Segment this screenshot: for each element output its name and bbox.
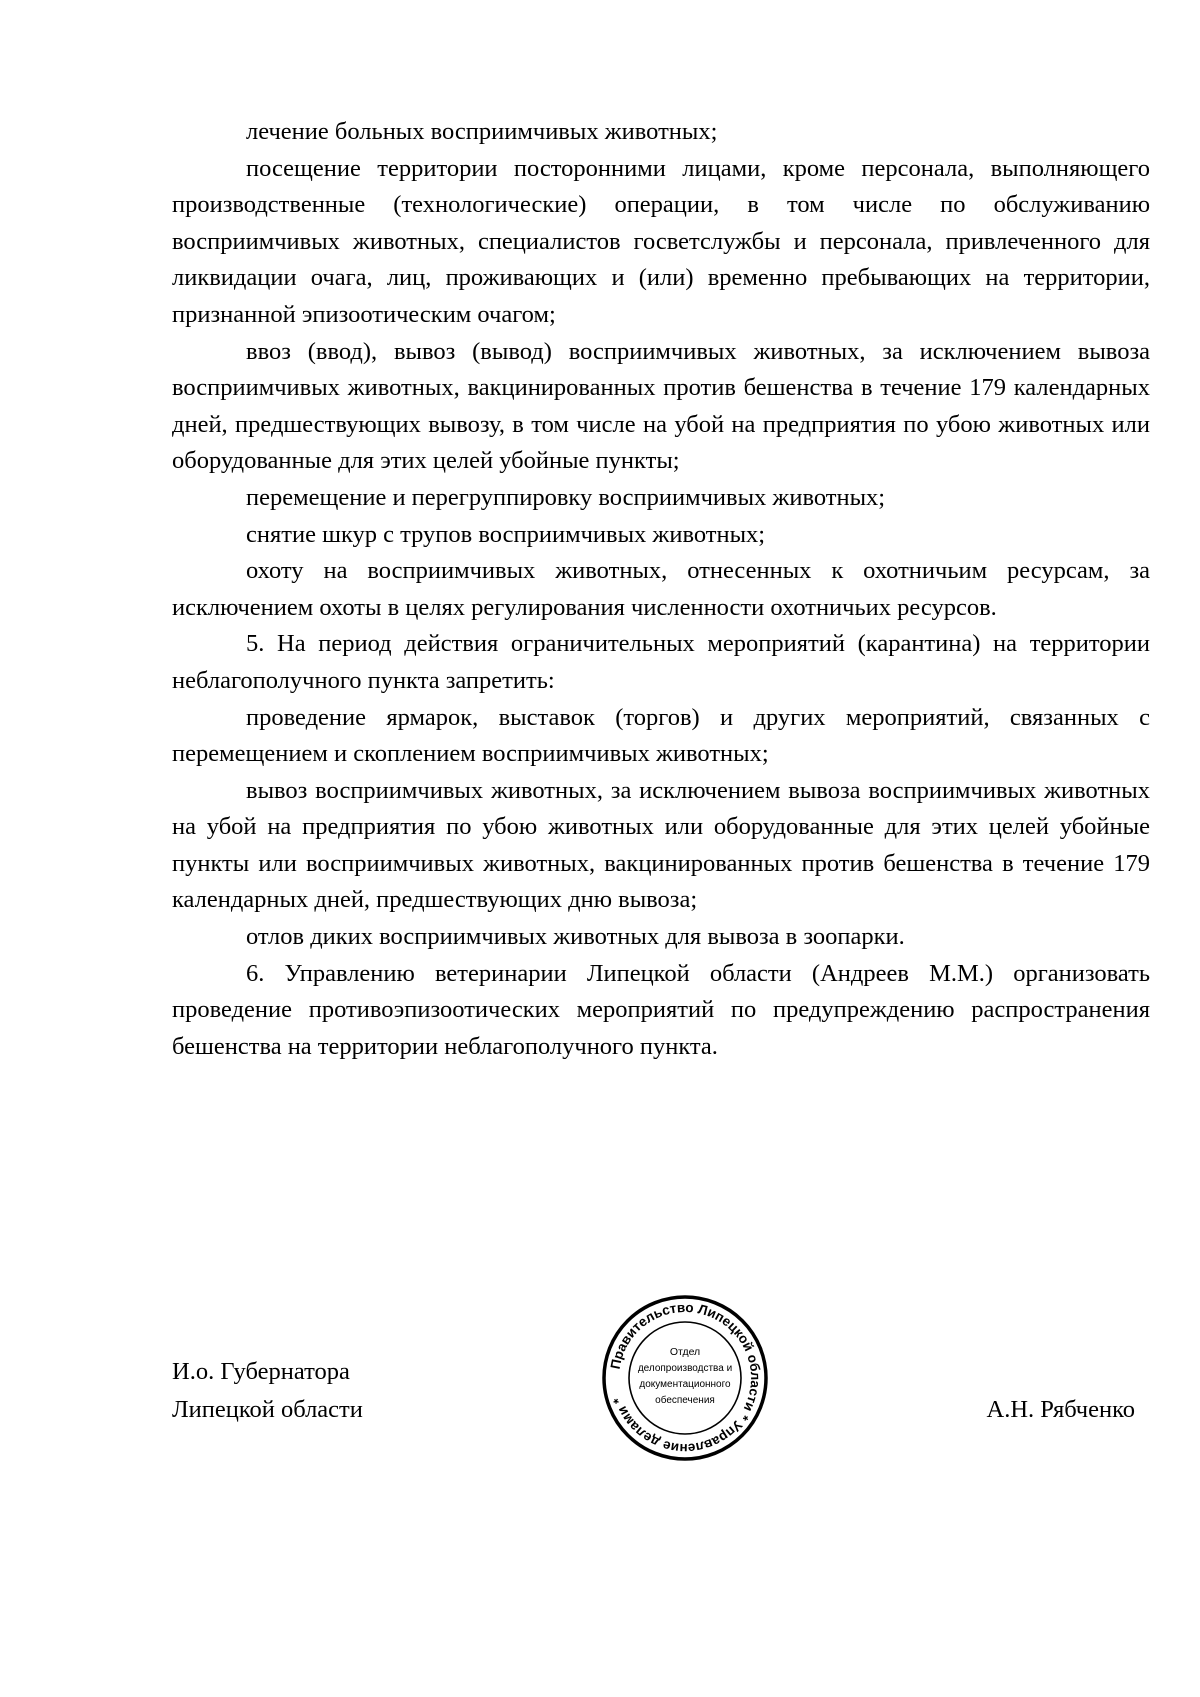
stamp-inner-text: Отдел [669,1346,701,1358]
stamp-inner-text: обеспечения [655,1395,715,1406]
paragraph: снятие шкур с трупов восприимчивых животных; [246,520,766,548]
paragraph: посещение территории посторонними лицами, кроме персонала, выполняющего производственные (технологические) операции, в том числе по обслуживанию восприимчивых животных, специалистов госветслужбы и персонала, привлеченного для ликвидации очага, лиц, проживающих и (или) временно пребывающих на территории, признанной эпизоотическим очагом; [172,154,1150,328]
paragraph: отлов диких восприимчивых животных для вывоза в зоопарки. [246,923,905,951]
paragraph: проведение ярмарок, выставок (торгов) и других мероприятий, связанных с перемещением и скоплением восприимчивых животных; [172,703,1150,768]
stamp-outer-text: Правительство Липецкой области * Управление делами * [607,1299,764,1457]
paragraph: лечение больных восприимчивых животных; [246,118,718,145]
stamp-inner-ring [629,1322,741,1434]
paragraph: 6. Управлению ветеринарии Липецкой области (Андреев М.М.) организовать проведение противоэпизоотических мероприятий по предупреждению распространения бешенства на территории неблагополучного пункта. [172,959,1150,1060]
paragraph: 5. На период действия ограничительных мероприятий (карантина) на территории неблагополучного пункта запретить: [172,630,1150,694]
signatory-position [172,1353,363,1429]
signatory-position-line: Липецкой области [172,1396,363,1423]
paragraph: вывоз восприимчивых животных, за исключением вывоза восприимчивых животных на убой на предприятия по убою животных или оборудованные для этих целей убойные пункты или восприимчивых животных, вакцинированных против бешенства в течение 179 календарных дней, предшествующих дню вывоза; [172,776,1150,914]
signatory-name: А.Н. Рябченко [986,1396,1135,1423]
paragraph: охоту на восприимчивых животных, отнесенных к охотничьим ресурсам, за исключением охоты в целях регулирования численности охотничьих ресурсов. [172,557,1150,621]
stamp-inner-text: документационного [639,1379,731,1390]
stamp-graphic [600,1293,770,1463]
document-body [172,114,1150,1065]
paragraph: ввоз (ввод), вывоз (вывод) восприимчивых животных, за исключением вывоза восприимчивых животных, вакцинированных против бешенства в течение 179 календарных дней, предшествующих вывозу, в том числе на убой на предприятия по убою животных или оборудованные для этих целей убойные пункты; [172,337,1150,475]
stamp-inner-text: делопроизводства и [637,1363,733,1374]
paragraph: перемещение и перегруппировку восприимчивых животных; [246,483,886,511]
official-stamp [600,1293,770,1463]
signatory-position-line: И.о. Губернатора [172,1358,350,1385]
